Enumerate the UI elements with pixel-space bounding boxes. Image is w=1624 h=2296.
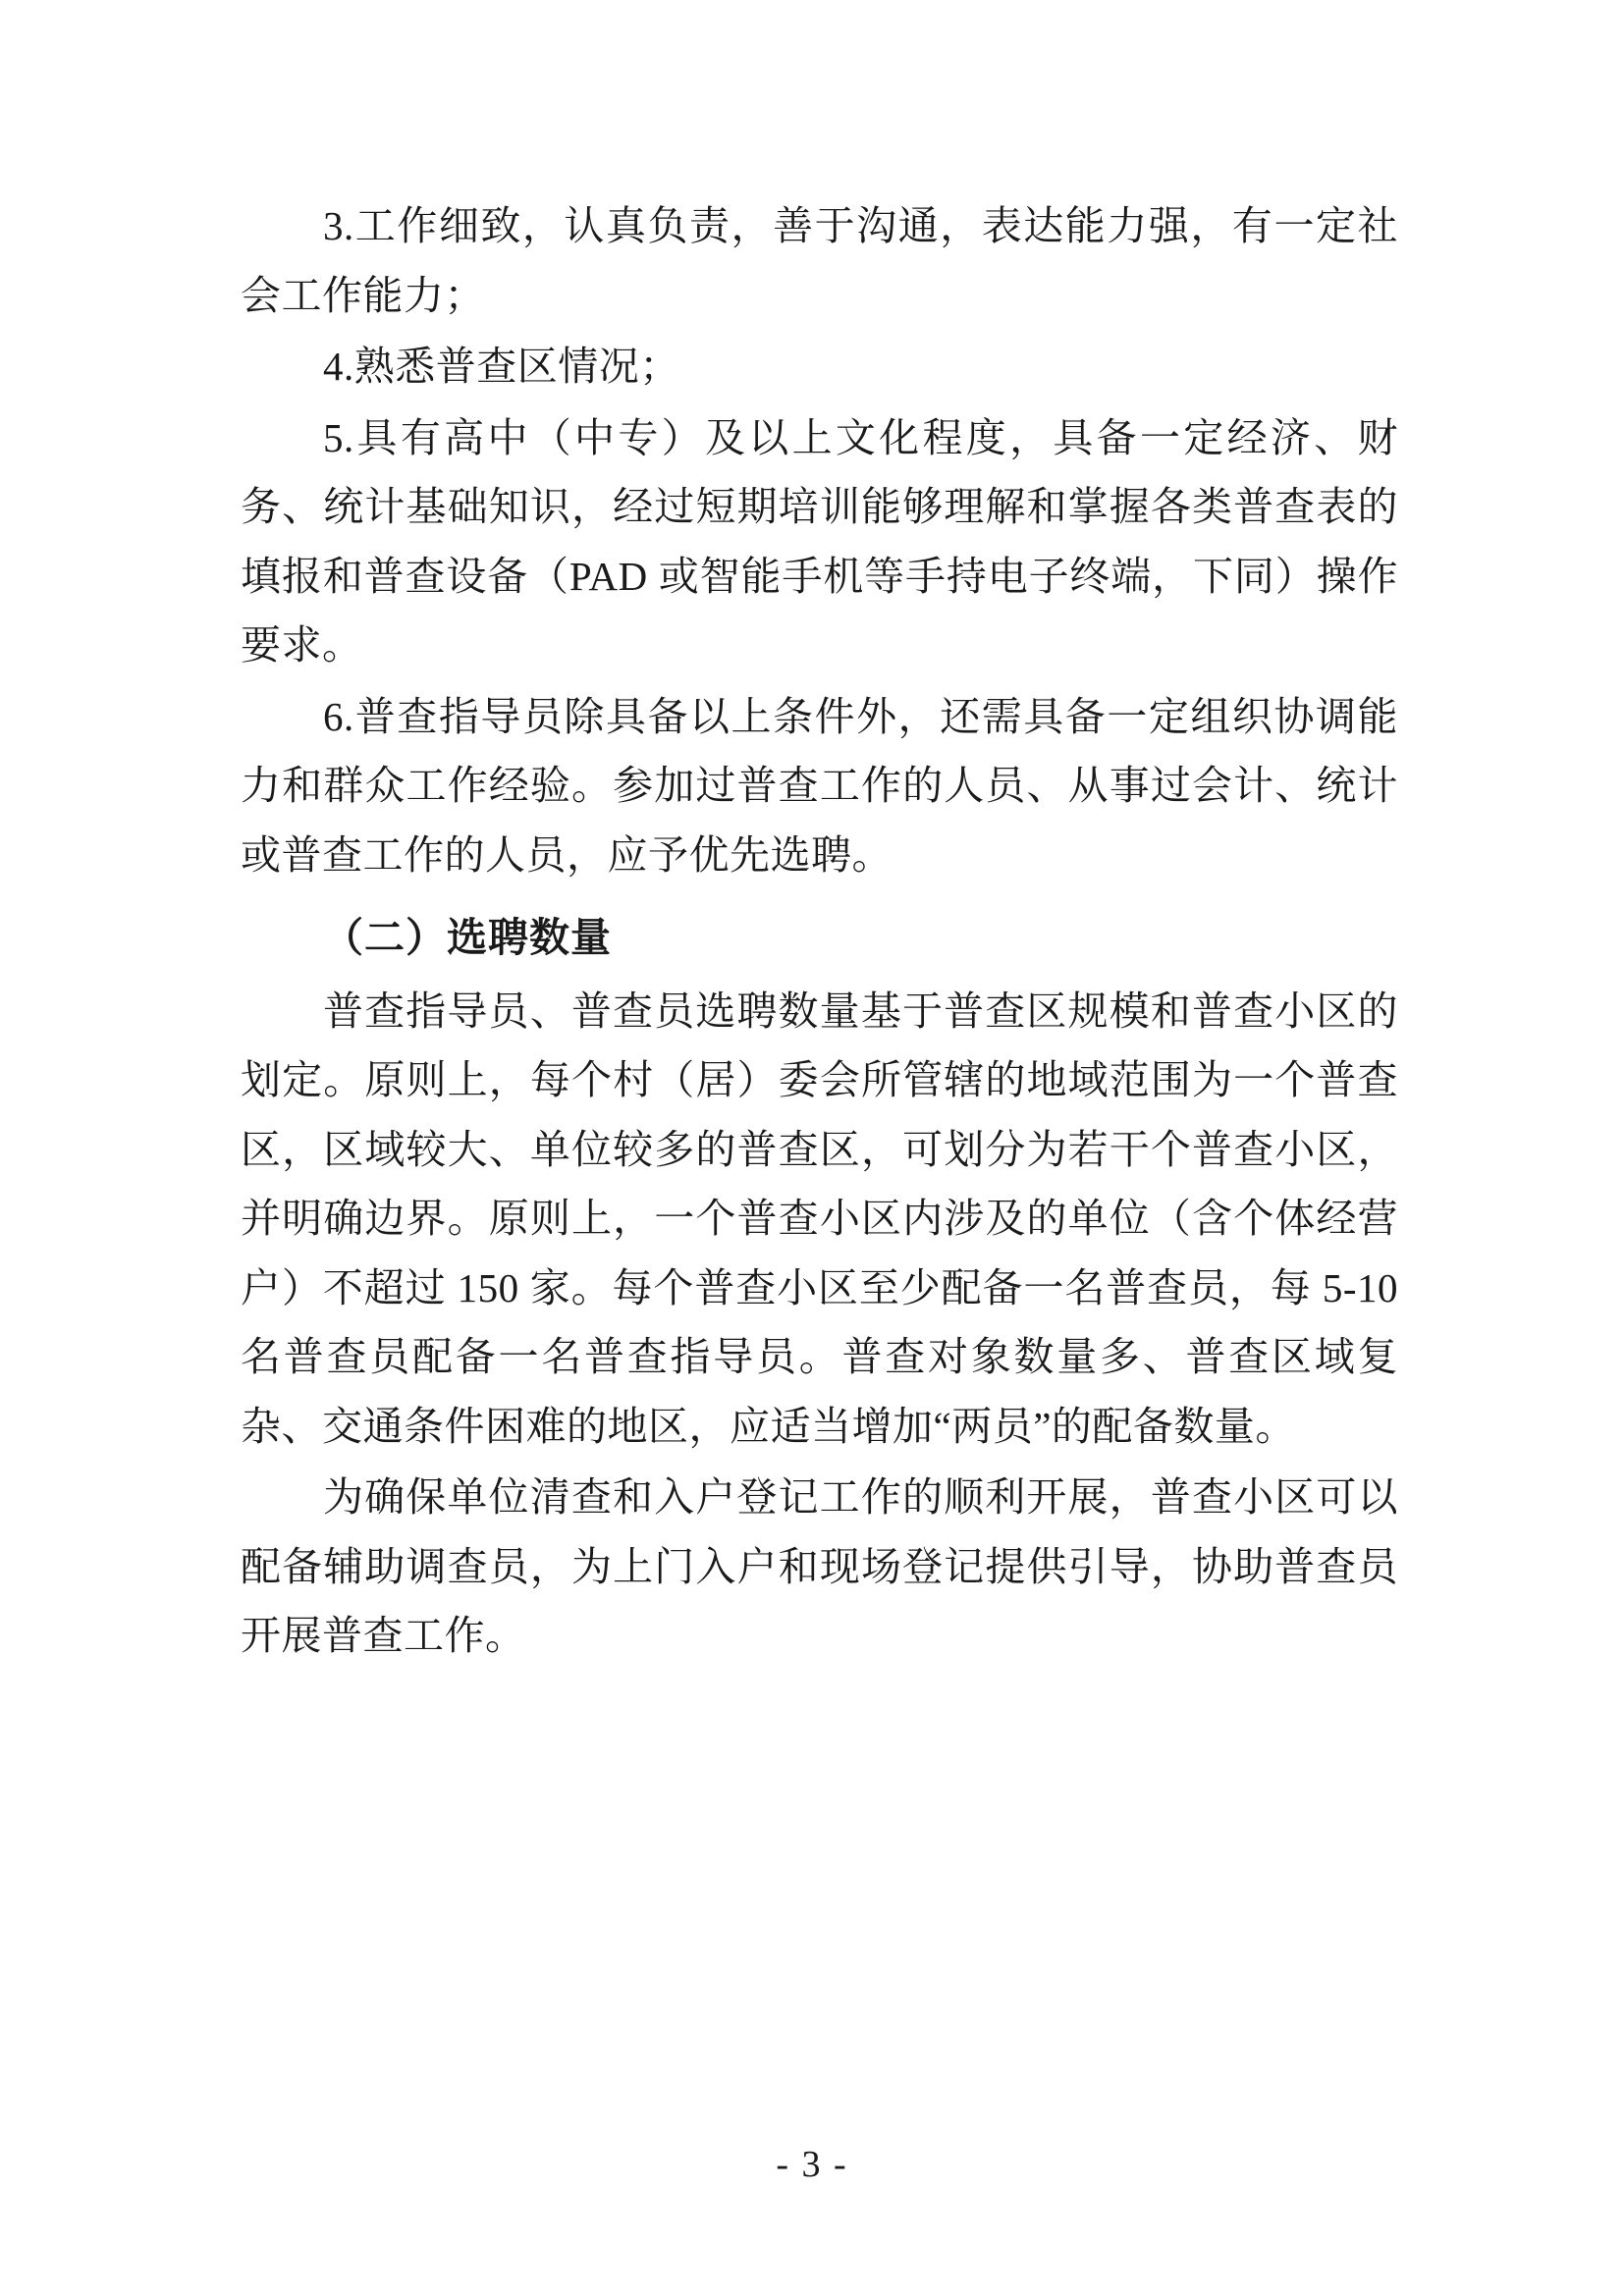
list-item-6: 6.普查指导员除具备以上条件外，还需具备一定组织协调能力和群众工作经验。参加过普查工作的人员、从事过会计、统计或普查工作的人员，应予优先选聘。 [241, 693, 1398, 878]
paragraph-auxiliary-investigators: 为确保单位清查和入户登记工作的顺利开展，普查小区可以配备辅助调查员，为上门入户和现场登记提供引导，协助普查员开展普查工作。 [241, 1474, 1398, 1659]
list-item-5: 5.具有高中（中专）及以上文化程度，具备一定经济、财务、统计基础知识，经过短期培训能够理解和掌握各类普查表的填报和普查设备（PAD 或智能手机等手持电子终端，下同）操作要求。 [241, 414, 1398, 668]
paragraph-quantity-basis: 普查指导员、普查员选聘数量基于普查区规模和普查小区的划定。原则上，每个村（居）委会所管辖的地域范围为一个普查区，区域较大、单位较多的普查区，可划分为若干个普查小区，并明确边界。原则上，一个普查小区内涉及的单位（含个体经营户）不超过 150 家。每个普查小区至少配备一名普查员，每 5-10 名普查员配备一名普查指导员。普查对象数量多、普查区域复杂、交通条件困难的地区，应适当增加“两员”的配备数量。 [241, 988, 1398, 1449]
section-heading-selection-quantity: （二）选聘数量 [323, 914, 612, 962]
list-item-4: 4.熟悉普查区情况； [323, 344, 680, 390]
list-item-3: 3.工作细致，认真负责，善于沟通，表达能力强，有一定社会工作能力； [241, 203, 1398, 318]
page-number: - 3 - [776, 2144, 848, 2185]
document-body [241, 191, 1398, 1671]
